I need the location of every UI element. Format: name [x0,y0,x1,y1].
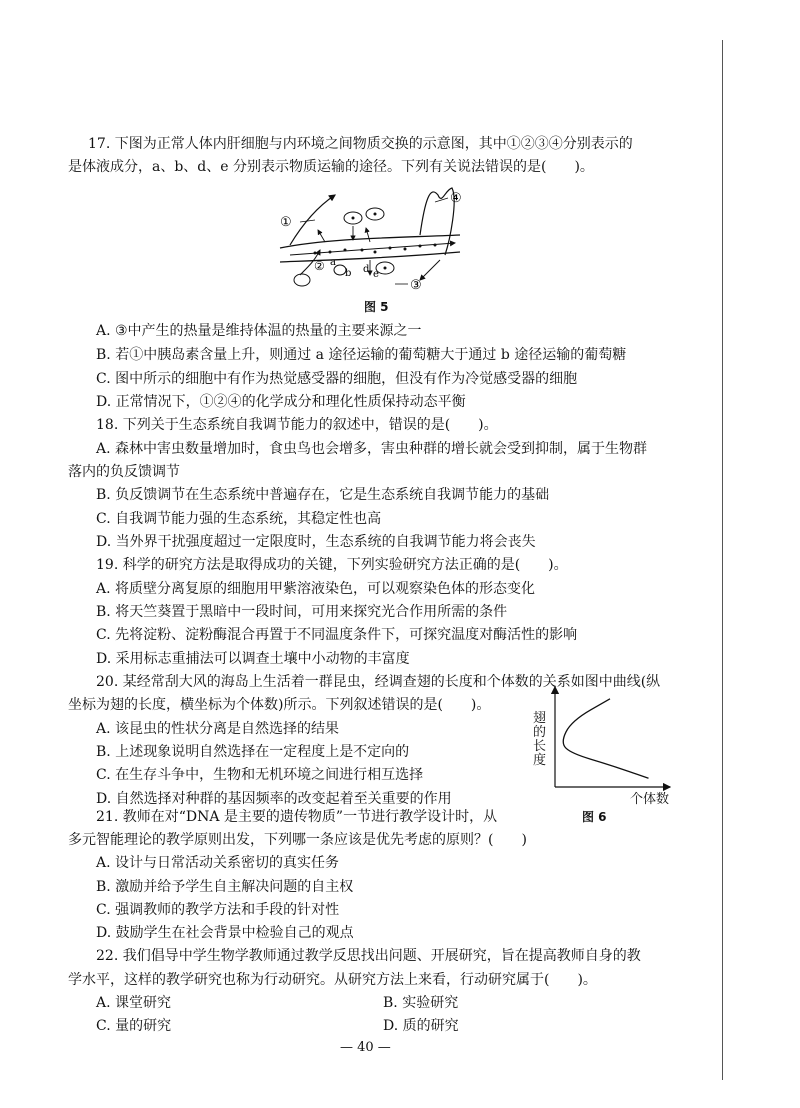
q21-option-b: B. 激励并给予学生自主解决问题的自主权 [96,879,354,895]
q20-option-a: A. 该昆虫的性状分离是自然选择的结果 [96,721,340,737]
q17-option-c: C. 图中所示的细胞中有作为热觉感受器的细胞，但没有作为冷觉感受器的细胞 [96,371,578,387]
q19-option-a: A. 将质壁分离复原的细胞用甲紫溶液染色，可以观察染色体的形态变化 [96,581,536,597]
figure-5-diagram [270,180,480,295]
fig5-label-2: ② [314,259,325,273]
q20-option-d: D. 自然选择对种群的基因频率的改变起着至关重要的作用 [96,791,452,807]
q22-option-d: D. 质的研究 [383,1018,459,1034]
chart-xlabel: 个体数 [630,792,670,807]
data-curve [563,699,648,778]
q18-option-d: D. 当外界干扰强度超过一定限度时，生态系统的自我调节能力将会丧失 [96,534,536,550]
fig5-label-e: e [373,269,379,280]
page-edge-line [722,40,723,1080]
q21-option-c: C. 强调教师的教学方法和手段的针对性 [96,902,340,918]
q18-stem: 18. 下列关于生态系统自我调节能力的叙述中，错误的是( )。 [96,417,498,433]
fig5-label-4: ④ [450,191,462,206]
fig5-label-d: d [363,264,370,275]
fig5-label-a: a [330,257,336,268]
q21-stem-line2: 多元智能理论的教学原则出发，下列哪一条应该是优先考虑的原则？( ) [68,832,527,848]
figure-6-chart [525,682,675,804]
q22-option-a: A. 课堂研究 [96,995,172,1011]
q19-option-b: B. 将天竺葵置于黑暗中一段时间，可用来探究光合作用所需的条件 [96,604,508,620]
figure-5-caption: 图 5 [364,300,389,314]
fig5-label-b: b [345,268,352,279]
q22-option-b: B. 实验研究 [383,995,459,1011]
q17-stem-line2: 是体液成分，a、b、d、e 分别表示物质运输的途径。下列有关说法错误的是( )。 [68,159,594,175]
q22-option-c: C. 量的研究 [96,1018,172,1034]
q20-stem-line2: 坐标为翅的长度，横坐标为个体数)所示。下列叙述错误的是( )。 [68,697,491,713]
q17-option-b: B. 若①中胰岛素含量上升，则通过 a 途径运输的葡萄糖大于通过 b 途径运输的葡萄糖 [96,347,627,363]
q22-stem-line1: 22. 我们倡导中学生物学教师通过教学反思找出问题、开展研究，旨在提高教师自身的教 [96,948,641,964]
q18-option-a-line1: A. 森林中害虫数量增加时，食虫鸟也会增多，害虫种群的增长就会受到抑制，属于生物群 [96,441,648,457]
q21-option-d: D. 鼓励学生在社会背景中检验自己的观点 [96,925,354,941]
q20-option-b: B. 上述现象说明自然选择在一定程度上是不定向的 [96,744,410,760]
figure-6-caption: 图 6 [582,810,607,824]
q17-stem-line1: 17. 下图为正常人体内肝细胞与内环境之间物质交换的示意图，其中①②③④分别表示的 [88,136,633,152]
q22-stem-line2: 学水平，这样的教学研究也称为行动研究。从研究方法上来看，行动研究属于( )。 [68,972,597,988]
capillary-vessel [280,235,460,262]
q19-option-d: D. 采用标志重捕法可以调查土壤中小动物的丰富度 [96,651,410,667]
chart-ylabel: 翅的长度 [533,711,547,768]
q18-option-a-line2: 落内的负反馈调节 [68,464,180,480]
fig5-label-1: ① [280,215,292,230]
q18-option-c: C. 自我调节能力强的生态系统，其稳定性也高 [96,511,382,527]
q21-stem-line1: 21. 教师在对“DNA 是主要的遗传物质”一节进行教学设计时，从 [96,809,498,825]
page-number: — 40 — [340,1040,391,1055]
q20-option-c: C. 在生存斗争中，生物和无机环境之间进行相互选择 [96,767,424,783]
q17-option-d: D. 正常情况下，①②④的化学成分和理化性质保持动态平衡 [96,394,466,410]
q21-option-a: A. 设计与日常活动关系密切的真实任务 [96,855,340,871]
q19-stem: 19. 科学的研究方法是取得成功的关键，下列实验研究方法正确的是( )。 [96,557,568,573]
q20-stem-line1: 20. 某经常刮大风的海岛上生活着一群昆虫，经调查翅的长度和个体数的关系如图中曲线(纵 [96,674,661,690]
q19-option-c: C. 先将淀粉、淀粉酶混合再置于不同温度条件下，可探究温度对酶活性的影响 [96,627,578,643]
q18-option-b: B. 负反馈调节在生态系统中普遍存在，它是生态系统自我调节能力的基础 [96,487,550,503]
fig5-label-3: ③ [410,278,422,293]
q17-option-a: A. ③中产生的热量是维持体温的热量的主要来源之一 [96,323,422,339]
